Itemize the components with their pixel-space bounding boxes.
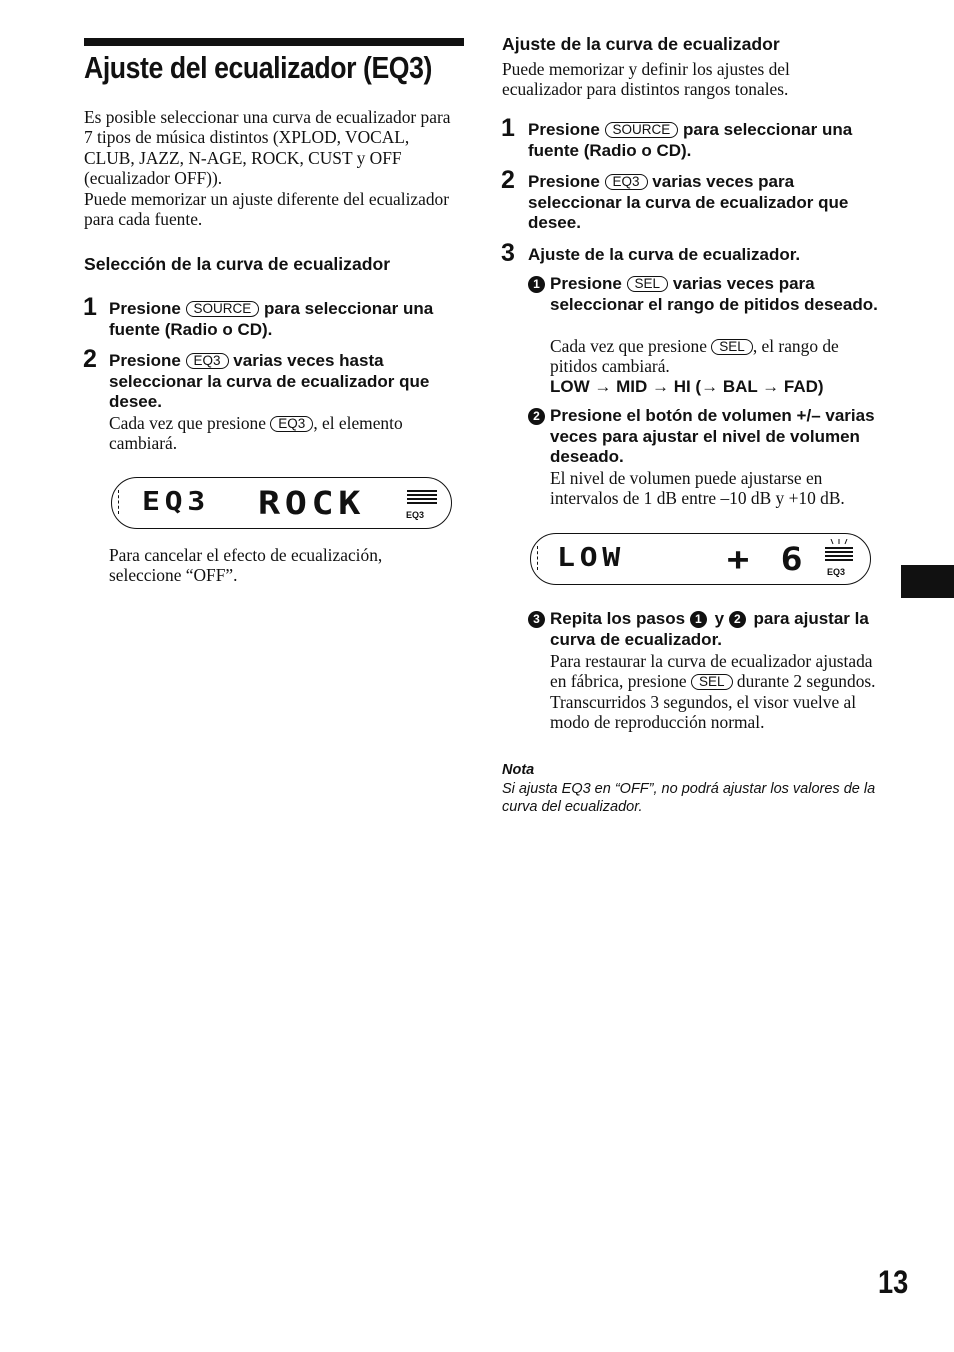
left-step2-detail-pre: Cada vez que presione [109, 413, 266, 433]
eq-bars-active-icon [823, 539, 855, 565]
left-step2-post: varias veces hasta seleccionar la curva de ecualizador que desee. [109, 351, 430, 411]
lcd-display-rock [111, 477, 452, 529]
page-number: 13 [878, 1264, 909, 1300]
sel-key-label-detail: SEL [711, 339, 753, 355]
eq3-key-label: EQ3 [186, 353, 229, 369]
left-step2 [109, 351, 459, 413]
right-step1 [528, 120, 878, 161]
cancel-text: Para cancelar el efecto de ecualización, seleccione “OFF”. [109, 545, 383, 586]
right-step1-number: 1 [501, 114, 515, 142]
right-step3-number: 3 [501, 239, 515, 267]
right-step2-pre: Presione [528, 172, 600, 191]
sub1-detail [550, 336, 882, 377]
lcd-right-text-right: + 6 [727, 540, 808, 578]
sub3 [550, 609, 880, 650]
left-step2-pre: Presione [109, 351, 181, 370]
right-step2 [528, 172, 878, 234]
intro-paragraph [84, 107, 462, 229]
lcd-right-text: ROCK [258, 484, 366, 522]
sub3-detail1-post: durante 2 segundos. [736, 671, 876, 692]
left-step2-detail-post: , el elemento cambiará. [109, 413, 403, 454]
lcd-left-text: EQ3 [142, 487, 210, 517]
sub1-post: varias veces para seleccionar el rango de pitidos deseado. [550, 274, 878, 314]
intro-text-2: Puede memorizar un ajuste diferente del ecualizador para cada fuente. [84, 188, 450, 230]
left-step1 [109, 299, 459, 340]
sel-key-label: SEL [627, 276, 669, 292]
lcd-eq3-badge: EQ3 [406, 510, 425, 520]
sub1-number: 1 [528, 276, 545, 293]
sel-key-label-restore: SEL [691, 674, 733, 690]
sub2-number: 2 [528, 408, 545, 425]
sub3-post: para ajustar la curva de ecualizador. [550, 609, 869, 649]
sub3-ref2: 2 [729, 611, 746, 628]
sub3-number: 3 [528, 611, 545, 628]
left-section-heading: Selección de la curva de ecualizador [84, 254, 391, 274]
sub2-marker [528, 406, 548, 427]
eq3-key-label-right: EQ3 [605, 174, 648, 190]
sub1-detail-post: , el rango de pitidos cambiará. [550, 336, 839, 377]
range-sequence: LOW → MID → HI (→ BAL → FAD) [550, 377, 824, 396]
sub3-ref1: 1 [690, 611, 707, 628]
title-rule [84, 38, 464, 46]
right-section-heading: Ajuste de la curva de ecualizador [502, 34, 780, 54]
lcd-left-text-right: LOW [557, 543, 625, 573]
left-step1-number: 1 [83, 293, 97, 321]
left-step1-post: para seleccionar una fuente (Radio o CD). [109, 299, 434, 339]
page-title: Ajuste del ecualizador (EQ3) [84, 50, 432, 85]
left-step2-number: 2 [83, 345, 97, 373]
source-key-label-right: SOURCE [605, 122, 679, 138]
sub1-pre: Presione [550, 274, 622, 293]
left-step1-pre: Presione [109, 299, 181, 318]
sub3-marker [528, 609, 548, 630]
sub3-pre: Repita los pasos [550, 609, 686, 628]
section-tab-marker [901, 565, 954, 598]
sub1-marker [528, 274, 548, 295]
left-step2-detail [109, 413, 459, 454]
lcd-tick-icon [118, 490, 131, 514]
sub3-detail2: Transcurridos 3 segundos, el visor vuelve al modo de reproducción normal. [550, 691, 857, 733]
sub3-mid: y [714, 609, 725, 628]
right-step2-number: 2 [501, 166, 515, 194]
source-key-label: SOURCE [186, 301, 260, 317]
intro-text-1: Es posible seleccionar una curva de ecualizador para 7 tipos de música distintos (XPLOD, VOCAL, CLUB, JAZZ, N-AGE, ROCK, CUST y OFF (ecualizador OFF)). [84, 107, 451, 189]
right-step2-post: varias veces para seleccionar la curva de ecualizador que desee. [528, 172, 849, 232]
sub3-detail [550, 651, 882, 733]
right-step1-post: para seleccionar una fuente (Radio o CD). [528, 120, 853, 160]
sub3-detail1-pre: Para restaurar la curva de ecualizador ajustada en fábrica, presione [550, 651, 873, 692]
note-heading: Nota [502, 762, 535, 778]
sub1-detail-pre: Cada vez que presione [550, 336, 707, 356]
sub2-text: Presione el botón de volumen +/– varias veces para ajustar el nivel de volumen deseado. [550, 406, 875, 466]
eq-bars-icon [407, 488, 437, 508]
lcd-eq3-badge-right: EQ3 [827, 567, 846, 577]
lcd-display-low [530, 533, 871, 585]
lcd-tick-icon-right [537, 546, 550, 570]
right-step1-pre: Presione [528, 120, 600, 139]
sub1 [550, 274, 880, 315]
sub2-detail: El nivel de volumen puede ajustarse en intervalos de 1 dB entre –10 dB y +10 dB. [550, 468, 845, 509]
right-step3: Ajuste de la curva de ecualizador. [528, 245, 801, 264]
note-text: Si ajusta EQ3 en “OFF”, no podrá ajustar los valores de la curva del ecualizador. [502, 781, 876, 815]
eq3-key-label-detail: EQ3 [270, 416, 313, 432]
right-intro: Puede memorizar y definir los ajustes del ecualizador para distintos rangos tonales. [502, 59, 790, 100]
